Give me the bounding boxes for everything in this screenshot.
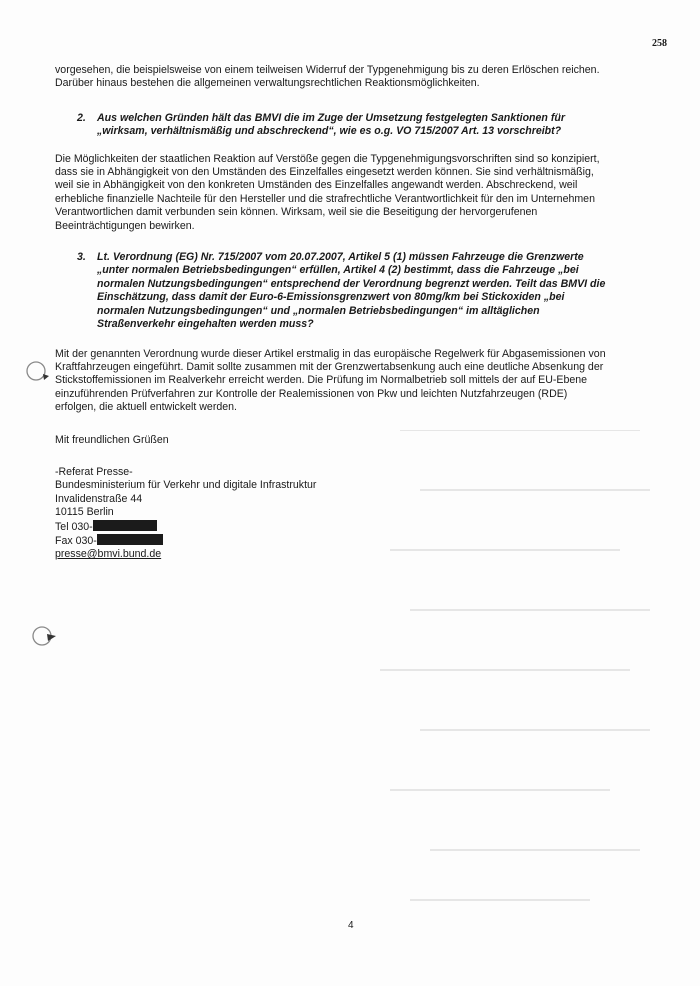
answer-2-line: Beeinträchtigungen bewirken. (55, 219, 195, 232)
answer-2-line: weil sie in Abhängigkeit von den konkreten Umständen des Einzelfalles angewandt werden. Abschreckend, weil (55, 179, 578, 192)
punch-hole-mark-upper (24, 358, 50, 384)
answer-3-line: Kraftfahrzeugen eingeführt. Damit sollte zusammen mit der Grenzwertabsenkung auch eine deutliche Absenkung der (55, 360, 604, 373)
redaction-bar (97, 534, 163, 545)
page-number-bottom: 4 (348, 920, 354, 931)
question-3 (55, 251, 655, 331)
question-3-line: normalen Nutzungsbedingungen“ und „normalen Betriebsbedingungen“ im alltäglichen (97, 304, 540, 317)
answer-3-line: Stickstoffemissionen im Realverkehr erreicht werden. Die Prüfung im Normalbetrieb soll mittels der auf EU-Ebene (55, 374, 588, 387)
signature-block (55, 466, 655, 562)
punch-hole-mark-lower (30, 624, 58, 650)
redaction-bar (93, 520, 157, 531)
question-2-number: 2. (77, 111, 86, 124)
question-3-line: Lt. Verordnung (EG) Nr. 715/2007 vom 20.07.2007, Artikel 5 (1) müssen Fahrzeuge die Grenzwerte (97, 251, 584, 264)
page-number-top: 258 (652, 38, 667, 49)
question-3-line: normalen Nutzungsbedingungen“ entsprechend der Verordnung begrenzt werden. Teilt das BMVI die (97, 277, 606, 290)
answer-3-line: Mit der genannten Verordnung wurde dieser Artikel erstmalig in das europäische Regelwerk für Abgasemissionen von (55, 347, 606, 360)
signature-email-row (55, 548, 655, 561)
question-2-line-2: „wirksam, verhältnismäßig und abschreckend“, wie es o.g. VO 715/2007 Art. 13 vorschreibt? (97, 125, 562, 138)
fax-prefix: Fax 030- (55, 534, 97, 547)
phone-prefix: Tel 030- (55, 520, 93, 533)
email-link[interactable]: presse@bmvi.bund.de (55, 548, 162, 561)
answer-2-line: erhebliche finanzielle Nachteile für den Hersteller und die strafrechtliche Verantwortlichkeit für den im Unternehmen (55, 192, 595, 205)
answer-2 (55, 153, 655, 233)
signature-phone (55, 520, 655, 534)
answer-2-line: dass sie in Abhängigkeit von den Umständen des Einzelfalles eingesetzt werden können. Sie sind verhältnismäßig, (55, 166, 594, 179)
question-2 (55, 112, 655, 139)
signature-fax (55, 534, 655, 548)
answer-2-line: Die Möglichkeiten der staatlichen Reaktion auf Verstöße gegen die Typgenehmigungsvorschriften sind so konzipiert, (55, 152, 600, 165)
signature-city: 10115 Berlin (55, 506, 114, 519)
answer-3 (55, 348, 655, 415)
intro-paragraph (55, 64, 655, 91)
signature-ministry: Bundesministerium für Verkehr und digitale Infrastruktur (55, 479, 317, 492)
question-3-line: Straßenverkehr eingehalten werden muss? (97, 318, 314, 331)
question-3-line: „unter normalen Betriebsbedingungen“ erfüllen, Artikel 4 (2) bestimmt, dass die Fahrzeuge „bei (97, 264, 579, 277)
closing-greeting: Mit freundlichen Grüßen (55, 433, 169, 446)
question-2-line-1: Aus welchen Gründen hält das BMVI die im Zuge der Umsetzung festgelegten Sanktionen für (97, 111, 565, 124)
letter-body (55, 64, 655, 562)
intro-line-1: vorgesehen, die beispielsweise von einem teilweisen Widerruf der Typgenehmigung bis zu deren Erlöschen reichen. (55, 64, 600, 76)
answer-2-line: Verantwortlichen damit verbunden sein können. Wirksam, weil sie die Beseitigung der hervorgerufenen (55, 206, 538, 219)
question-3-line: Einschätzung, dass damit der Euro-6-Emissionsgrenzwert von 80mg/km bei Stickoxiden „bei (97, 291, 565, 304)
answer-3-line: erfolgen, die aktuell entwickelt werden. (55, 401, 237, 414)
question-3-number: 3. (77, 251, 86, 264)
signature-street: Invalidenstraße 44 (55, 492, 143, 505)
answer-3-line: einzuführenden Prüfverfahren zur Kontrolle der Realemissionen von Pkw und leichten Nutzfahrzeugen (RDE) (55, 387, 568, 400)
signature-department: -Referat Presse- (55, 465, 133, 478)
intro-line-2: Darüber hinaus bestehen die allgemeinen verwaltungsrechtlichen Reaktionsmöglichkeiten. (55, 77, 480, 90)
